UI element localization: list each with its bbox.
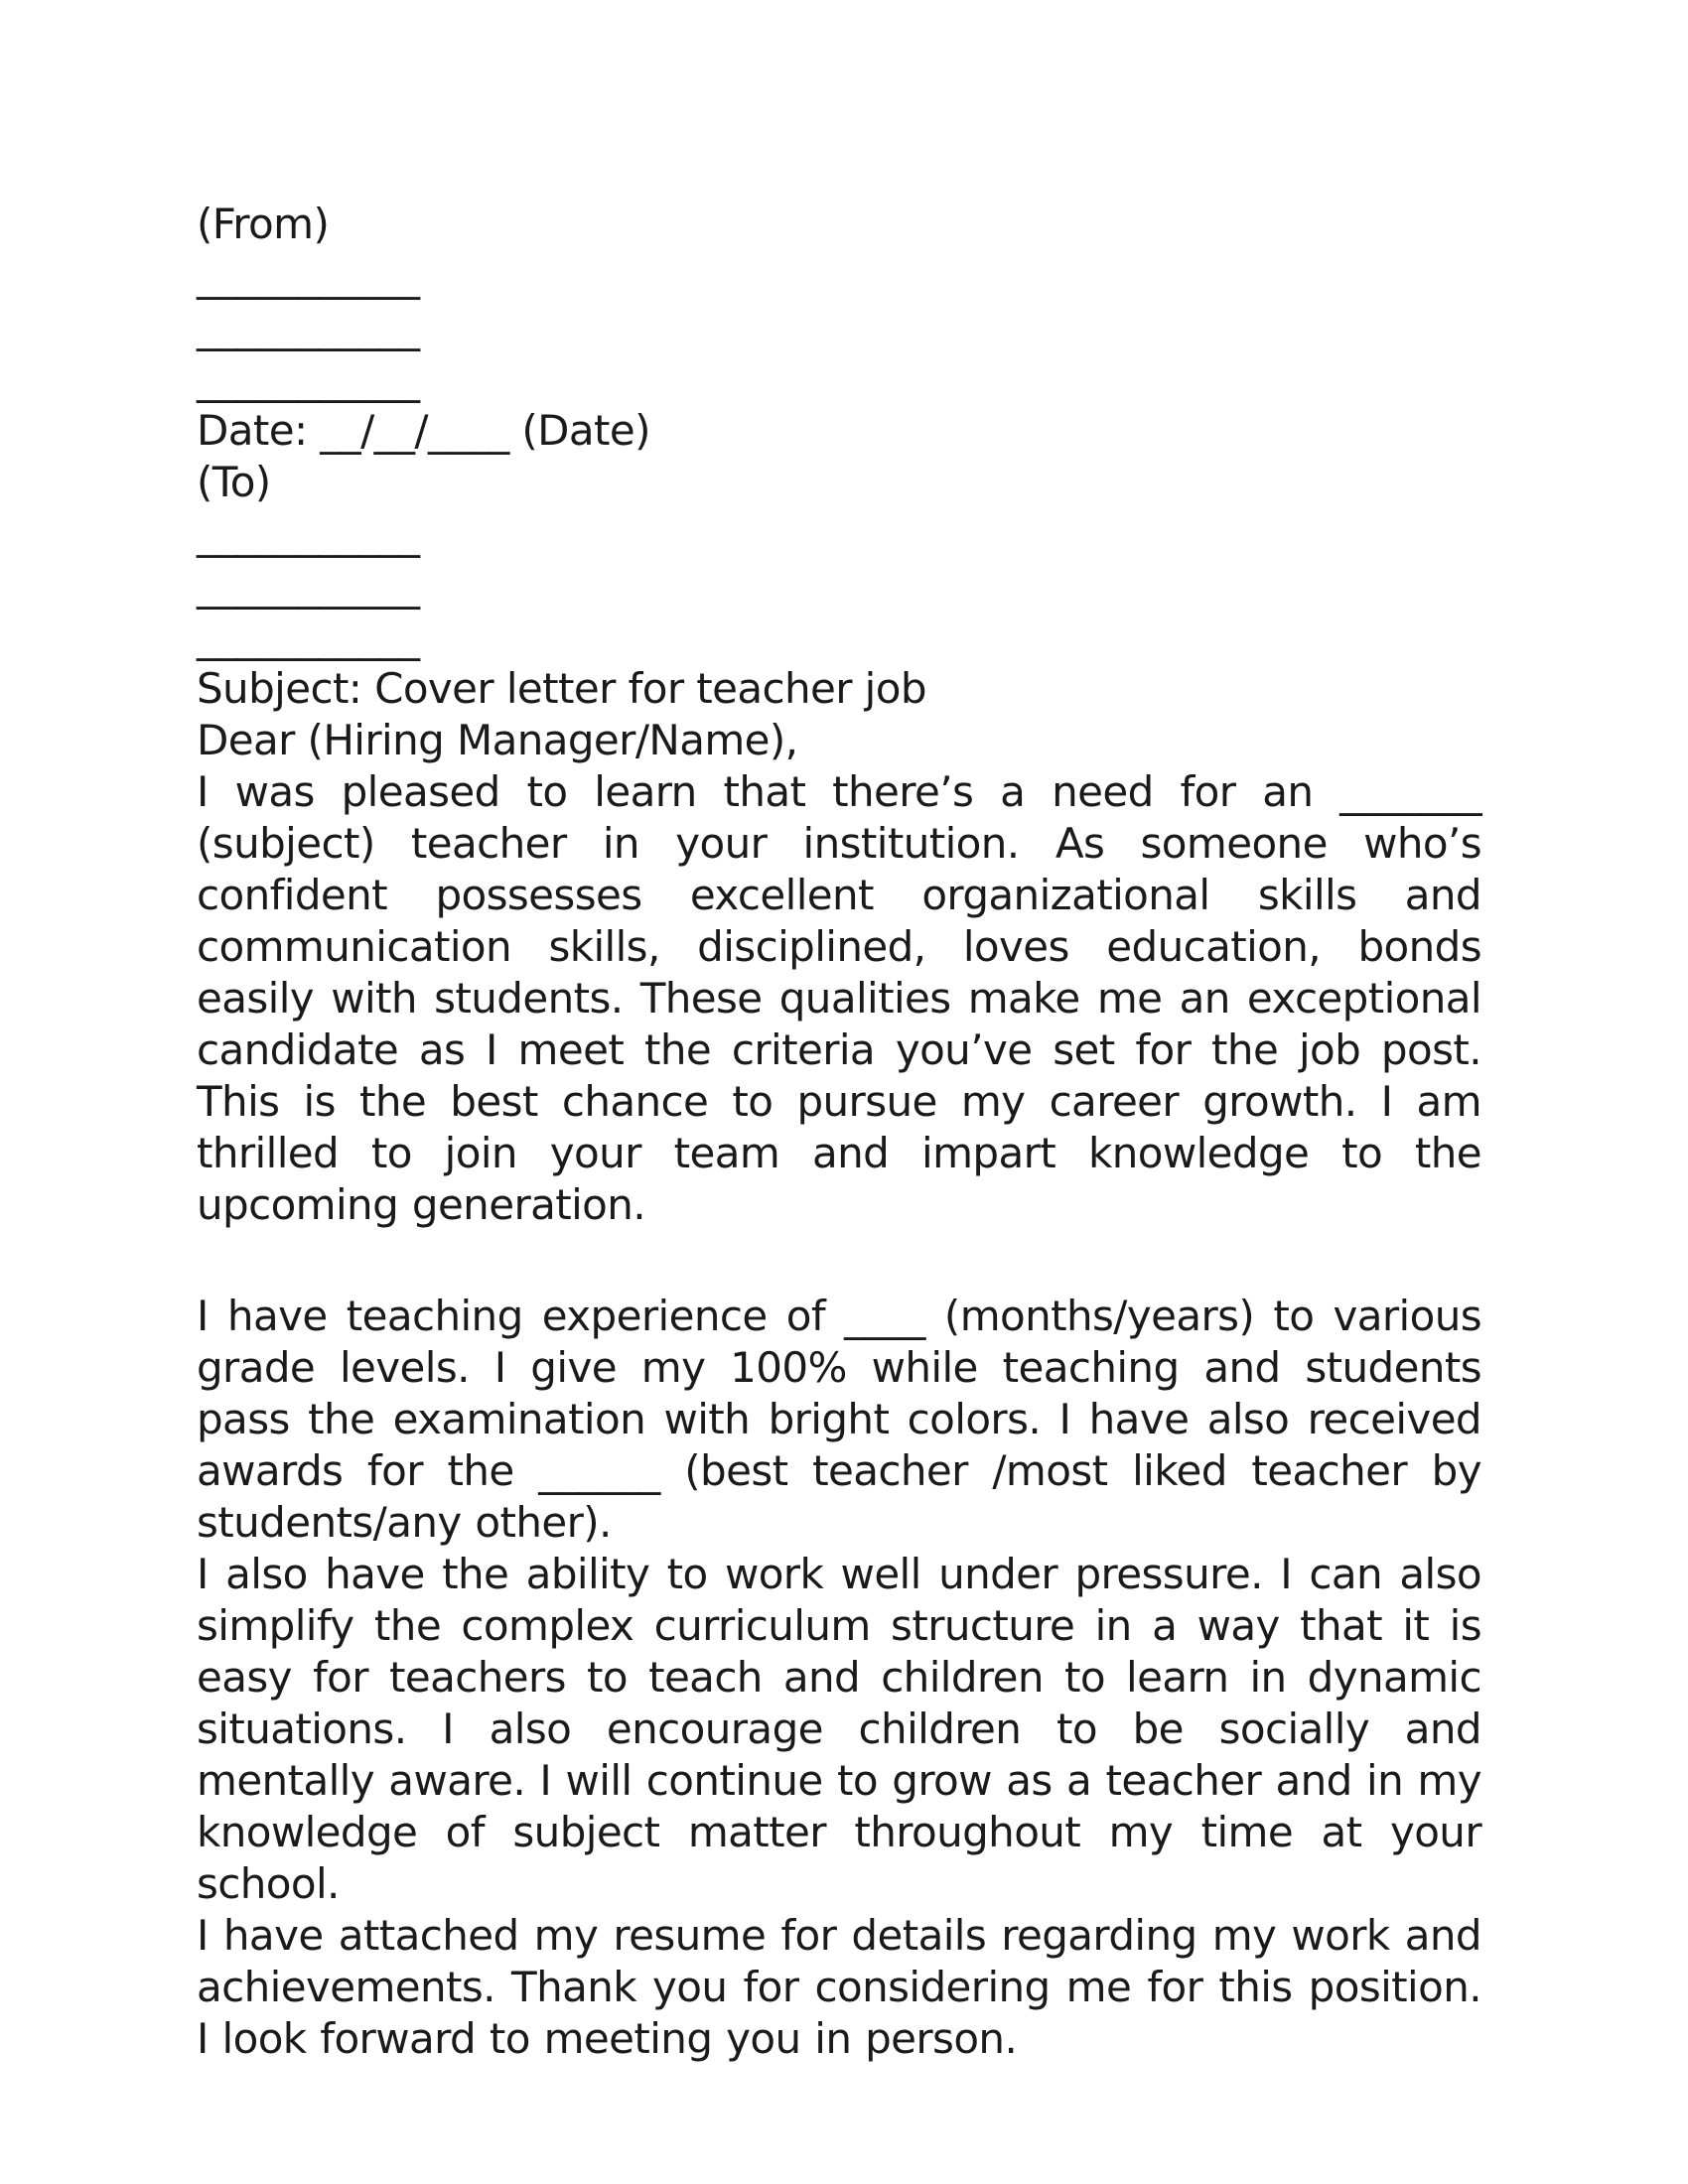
from-label: (From) [197, 200, 330, 248]
to-label: (To) [197, 458, 271, 506]
body-paragraph-3: I also have the ability to work well under pressure. I can also simplify the complex curriculum structure in a way that it is easy for teachers to teach and children to learn in dynamic situations. I also encourage children to be socially and mentally aware. I will continue to grow as a teacher and in my knowledge of subject matter throughout my time at your school. [197, 1550, 1481, 1908]
date-line: Date: __/__/____ (Date) [197, 406, 650, 455]
to-blank-line: ___________ [197, 613, 420, 661]
body-paragraph-2: I have teaching experience of ____ (months/years) to various grade levels. I give my 100% while teaching and students pass the examination with bright colors. I have also received awards for the ______ (best teacher /most liked teacher by students/any other). [197, 1292, 1481, 1547]
subject-line: Subject: Cover letter for teacher job [197, 664, 926, 713]
body-paragraph-1: I was pleased to learn that there’s a need for an _______ (subject) teacher in your institution. As someone who’s confident possesses excellent organizational skills and communication skills, disciplined, loves education, bonds easily with students. These qualities make me an exceptional candidate as I meet the criteria you’ve set for the job post. This is the best chance to pursue my career growth. I am thrilled to join your team and impart knowledge to the upcoming generation. [197, 767, 1481, 1229]
paragraph-spacer [197, 1231, 1481, 1291]
salutation: Dear (Hiring Manager/Name), [197, 716, 798, 764]
from-blank-line: ___________ [197, 251, 420, 300]
to-blank-line: ___________ [197, 509, 420, 558]
from-blank-line: ___________ [197, 354, 420, 403]
to-blank-line: ___________ [197, 561, 420, 610]
from-blank-line: ___________ [197, 303, 420, 351]
body-paragraph-4: I have attached my resume for details regarding my work and achievements. Thank you for considering me for this position. I look forward to meeting you in person. [197, 1911, 1481, 2063]
cover-letter [197, 199, 1481, 2065]
